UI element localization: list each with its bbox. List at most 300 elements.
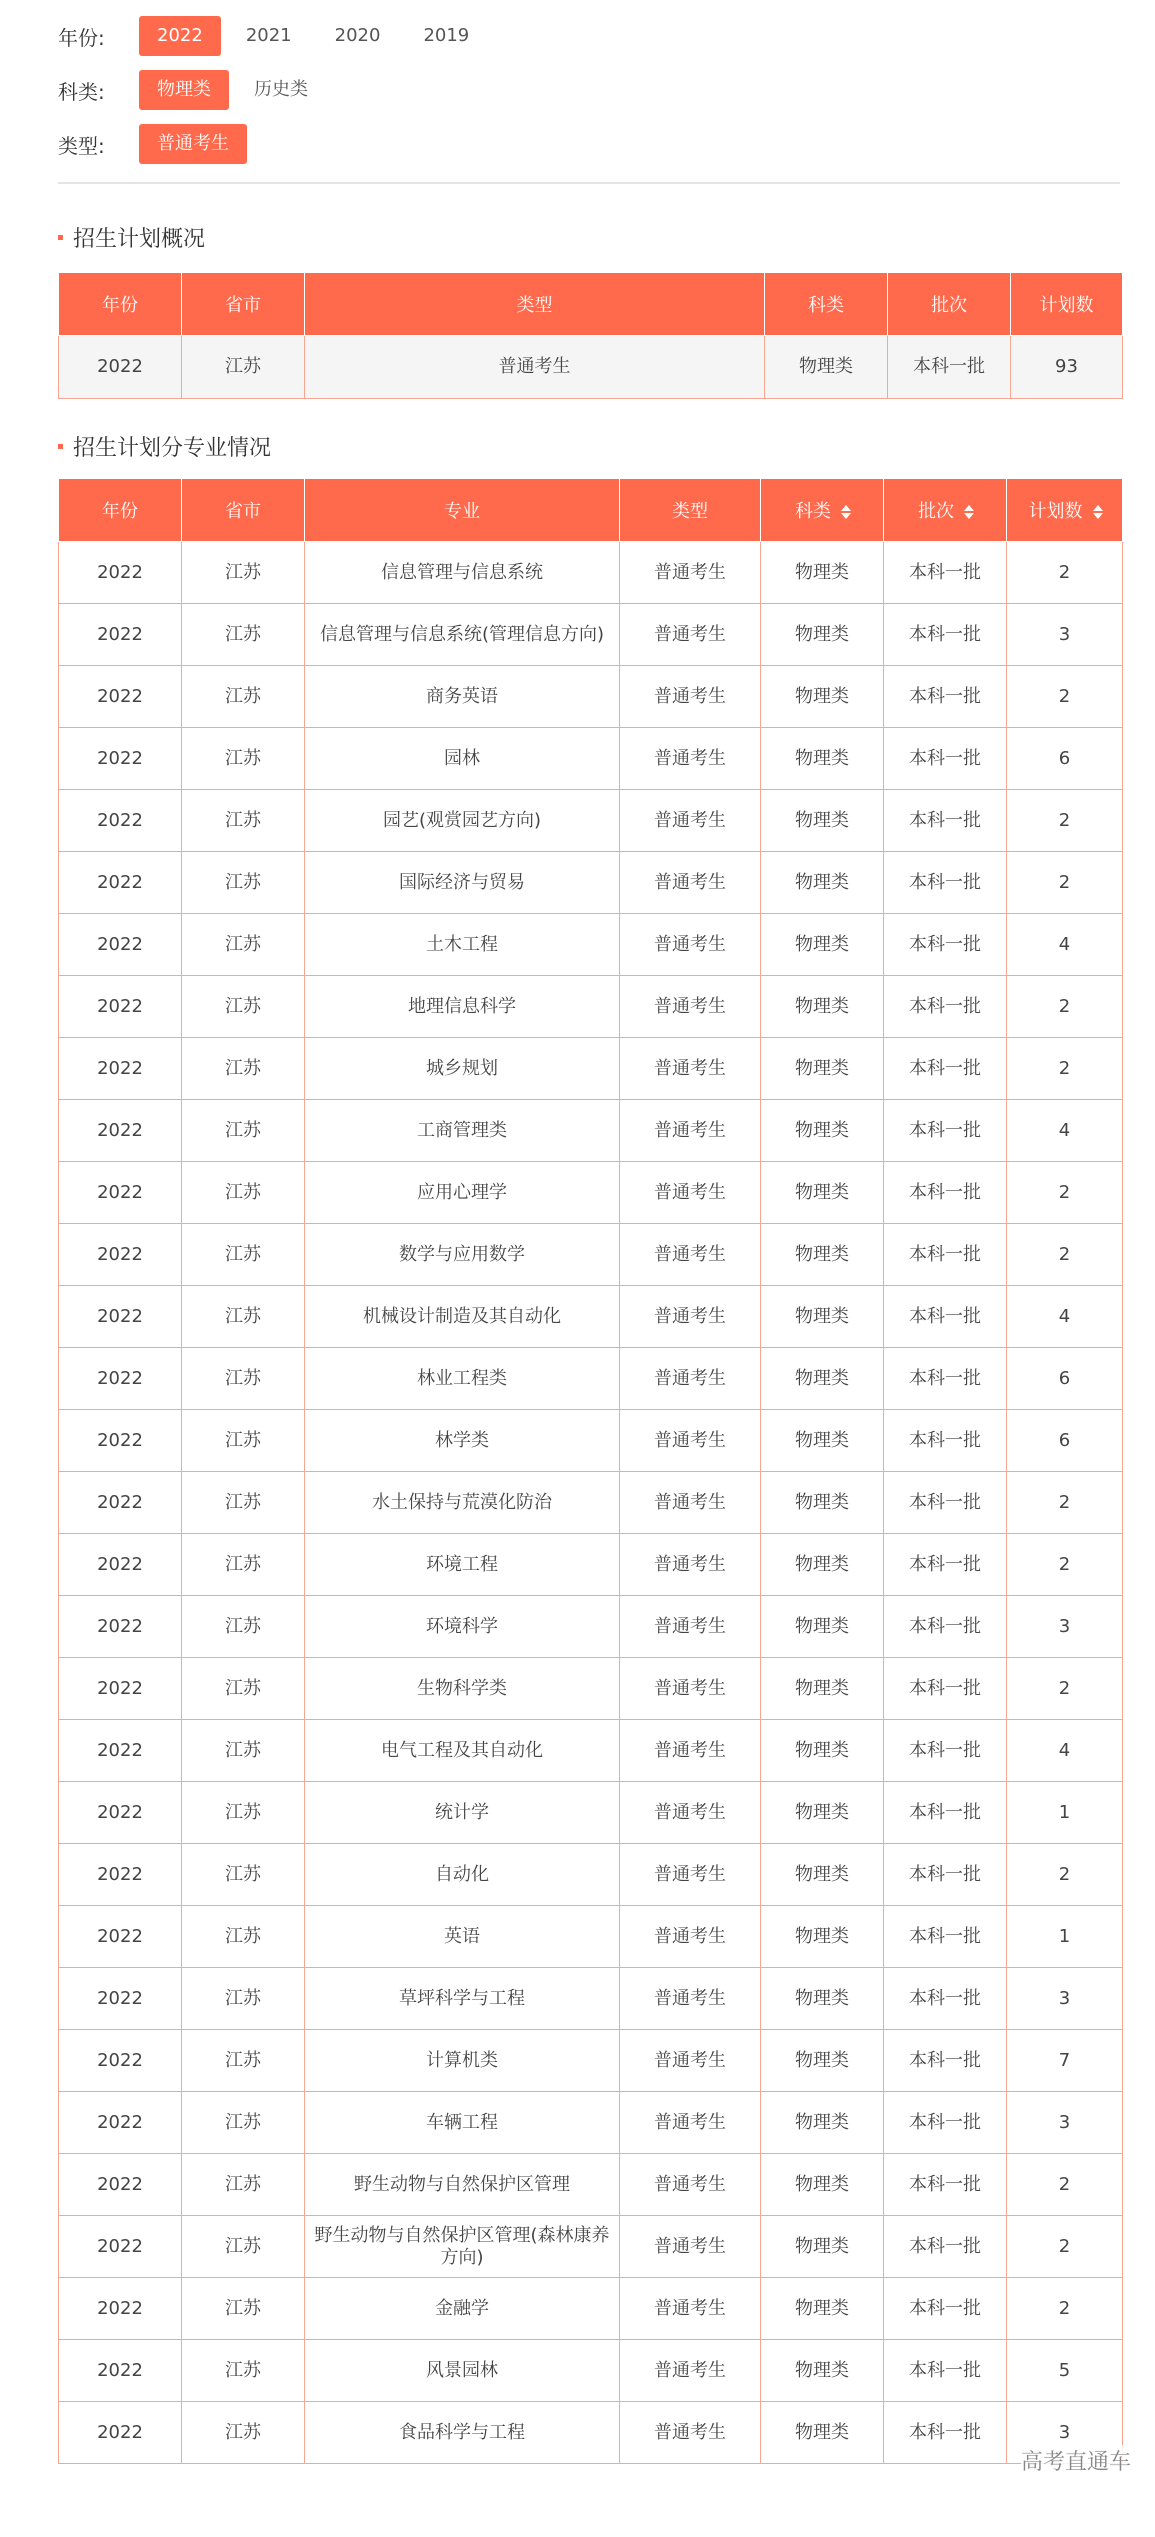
cell-type: 普通考生: [620, 1100, 761, 1162]
cell-batch: 本科一批: [884, 2278, 1007, 2340]
table-row: [59, 1162, 1123, 1224]
sort-icon[interactable]: [964, 503, 972, 521]
cell-year: 2022: [59, 1162, 182, 1224]
cell-type: 普通考生: [620, 1162, 761, 1224]
cell-province: 江苏: [182, 2402, 305, 2464]
cell-major: 计算机类: [305, 2030, 620, 2092]
cell-subject: 物理类: [761, 852, 884, 914]
cell-batch: 本科一批: [884, 1782, 1007, 1844]
cell-major: 林业工程类: [305, 1348, 620, 1410]
table-row: [59, 1410, 1123, 1472]
cell-subject: 物理类: [761, 728, 884, 790]
cell-batch: 本科一批: [884, 2030, 1007, 2092]
table-row: [59, 1906, 1123, 1968]
cell-type: 普通考生: [620, 2402, 761, 2464]
cell-major: 林学类: [305, 1410, 620, 1472]
table-row: [59, 542, 1123, 604]
overview-header-row: [59, 273, 1123, 336]
col-year: 年份: [59, 479, 182, 542]
cell-plan-count: 3: [1007, 1596, 1123, 1658]
cell-year: 2022: [59, 1844, 182, 1906]
cell-plan-count: 4: [1007, 1100, 1123, 1162]
cell-subject: 物理类: [765, 336, 888, 399]
cell-major: 国际经济与贸易: [305, 852, 620, 914]
cell-year: 2022: [59, 1348, 182, 1410]
table-row: [59, 1968, 1123, 2030]
cell-province: 江苏: [182, 604, 305, 666]
cell-subject: 物理类: [761, 542, 884, 604]
cell-type: 普通考生: [620, 1720, 761, 1782]
cell-batch: 本科一批: [888, 336, 1011, 399]
cell-plan-count: 4: [1007, 914, 1123, 976]
cell-year: 2022: [59, 604, 182, 666]
cell-major: 草坪科学与工程: [305, 1968, 620, 2030]
section-marker: [58, 444, 63, 449]
cell-province: 江苏: [182, 336, 305, 399]
cell-plan-count: 2: [1007, 1224, 1123, 1286]
cell-plan-count: 1: [1007, 1906, 1123, 1968]
cell-subject: 物理类: [761, 2216, 884, 2278]
cell-major: 野生动物与自然保护区管理(森林康养方向): [305, 2216, 620, 2278]
type-filter-row: [58, 122, 494, 166]
table-row: [59, 666, 1123, 728]
cell-plan-count: 1: [1007, 1782, 1123, 1844]
cell-type: 普通考生: [620, 728, 761, 790]
cell-province: 江苏: [182, 666, 305, 728]
subject-chip-history[interactable]: 历史类: [254, 79, 308, 100]
col-province: 省市: [182, 273, 305, 336]
cell-batch: 本科一批: [884, 1658, 1007, 1720]
table-row: [59, 2402, 1123, 2464]
cell-year: 2022: [59, 2216, 182, 2278]
cell-plan-count: 4: [1007, 1720, 1123, 1782]
cell-subject: 物理类: [761, 1286, 884, 1348]
cell-plan-count: 2: [1007, 1658, 1123, 1720]
cell-major: 环境工程: [305, 1534, 620, 1596]
cell-major: 生物科学类: [305, 1658, 620, 1720]
cell-subject: 物理类: [761, 976, 884, 1038]
cell-year: 2022: [59, 1224, 182, 1286]
cell-batch: 本科一批: [884, 790, 1007, 852]
cell-major: 园林: [305, 728, 620, 790]
cell-plan-count: 93: [1011, 336, 1123, 399]
cell-year: 2022: [59, 2092, 182, 2154]
table-row: [59, 1472, 1123, 1534]
cell-plan-count: 2: [1007, 542, 1123, 604]
cell-province: 江苏: [182, 2216, 305, 2278]
table-row: [59, 1720, 1123, 1782]
cell-subject: 物理类: [761, 1534, 884, 1596]
year-filter-row: [58, 14, 494, 58]
cell-batch: 本科一批: [884, 1348, 1007, 1410]
filter-panel: [58, 14, 494, 176]
col-batch-sortable[interactable]: [884, 479, 1007, 542]
cell-year: 2022: [59, 790, 182, 852]
cell-subject: 物理类: [761, 2092, 884, 2154]
cell-province: 江苏: [182, 1410, 305, 1472]
cell-subject: 物理类: [761, 1906, 884, 1968]
table-row: [59, 2030, 1123, 2092]
table-row: [59, 1224, 1123, 1286]
cell-type: 普通考生: [620, 666, 761, 728]
cell-major: 数学与应用数学: [305, 1224, 620, 1286]
cell-type: 普通考生: [620, 1224, 761, 1286]
filter-divider: [58, 182, 1120, 184]
cell-major: 应用心理学: [305, 1162, 620, 1224]
cell-subject: 物理类: [761, 1224, 884, 1286]
cell-type: 普通考生: [620, 1658, 761, 1720]
cell-type: 普通考生: [620, 790, 761, 852]
section-marker: [58, 235, 63, 240]
subject-filter-label: 科类:: [58, 79, 105, 104]
table-row: [59, 852, 1123, 914]
year-filter-label: 年份:: [58, 25, 105, 50]
cell-year: 2022: [59, 2030, 182, 2092]
cell-province: 江苏: [182, 1472, 305, 1534]
cell-plan-count: 3: [1007, 2402, 1123, 2464]
table-row: [59, 1782, 1123, 1844]
table-row: [59, 790, 1123, 852]
cell-subject: 物理类: [761, 1162, 884, 1224]
cell-province: 江苏: [182, 1720, 305, 1782]
cell-year: 2022: [59, 1658, 182, 1720]
subject-chip-physics[interactable]: 物理类: [139, 70, 229, 110]
cell-plan-count: 5: [1007, 2340, 1123, 2402]
cell-major: 工商管理类: [305, 1100, 620, 1162]
type-filter-label: 类型:: [58, 133, 105, 158]
cell-major: 食品科学与工程: [305, 2402, 620, 2464]
cell-year: 2022: [59, 1720, 182, 1782]
cell-year: 2022: [59, 542, 182, 604]
cell-major: 野生动物与自然保护区管理: [305, 2154, 620, 2216]
cell-province: 江苏: [182, 914, 305, 976]
cell-plan-count: 3: [1007, 2092, 1123, 2154]
table-row: [59, 2154, 1123, 2216]
cell-province: 江苏: [182, 976, 305, 1038]
cell-type: 普通考生: [620, 2340, 761, 2402]
watermark: 高考直通车: [1021, 2445, 1131, 2476]
cell-year: 2022: [59, 852, 182, 914]
majors-header-row: [59, 479, 1123, 542]
cell-year: 2022: [59, 1472, 182, 1534]
cell-province: 江苏: [182, 1348, 305, 1410]
cell-plan-count: 2: [1007, 2278, 1123, 2340]
col-subject-sortable[interactable]: [761, 479, 884, 542]
cell-type: 普通考生: [620, 1596, 761, 1658]
cell-type: 普通考生: [305, 336, 765, 399]
cell-batch: 本科一批: [884, 1472, 1007, 1534]
cell-type: 普通考生: [620, 604, 761, 666]
table-row: [59, 1658, 1123, 1720]
cell-year: 2022: [59, 1906, 182, 1968]
year-chip-2021[interactable]: 2021: [245, 25, 292, 46]
cell-province: 江苏: [182, 2030, 305, 2092]
cell-year: 2022: [59, 914, 182, 976]
cell-batch: 本科一批: [884, 2154, 1007, 2216]
cell-year: 2022: [59, 728, 182, 790]
cell-plan-count: 2: [1007, 852, 1123, 914]
cell-plan-count: 2: [1007, 976, 1123, 1038]
cell-province: 江苏: [182, 1782, 305, 1844]
table-row: [59, 336, 1123, 399]
year-chip-2020[interactable]: 2020: [334, 25, 381, 46]
cell-major: 水土保持与荒漠化防治: [305, 1472, 620, 1534]
cell-province: 江苏: [182, 1100, 305, 1162]
cell-subject: 物理类: [761, 604, 884, 666]
cell-province: 江苏: [182, 2340, 305, 2402]
cell-plan-count: 2: [1007, 1534, 1123, 1596]
table-row: [59, 1100, 1123, 1162]
cell-subject: 物理类: [761, 1038, 884, 1100]
cell-plan-count: 6: [1007, 1410, 1123, 1472]
cell-major: 信息管理与信息系统(管理信息方向): [305, 604, 620, 666]
table-row: [59, 1844, 1123, 1906]
table-row: [59, 2278, 1123, 2340]
cell-batch: 本科一批: [884, 1596, 1007, 1658]
cell-type: 普通考生: [620, 1906, 761, 1968]
cell-major: 车辆工程: [305, 2092, 620, 2154]
subject-filter-row: [58, 68, 494, 112]
cell-major: 自动化: [305, 1844, 620, 1906]
cell-plan-count: 2: [1007, 1038, 1123, 1100]
cell-major: 地理信息科学: [305, 976, 620, 1038]
col-batch-label: 批次: [918, 501, 954, 522]
cell-plan-count: 2: [1007, 1162, 1123, 1224]
overview-section-title: [58, 222, 205, 253]
table-row: [59, 1534, 1123, 1596]
table-row: [59, 728, 1123, 790]
cell-year: 2022: [59, 1596, 182, 1658]
col-subject: 科类: [765, 273, 888, 336]
table-row: [59, 914, 1123, 976]
table-row: [59, 2340, 1123, 2402]
cell-batch: 本科一批: [884, 1906, 1007, 1968]
cell-batch: 本科一批: [884, 1100, 1007, 1162]
cell-province: 江苏: [182, 1162, 305, 1224]
cell-type: 普通考生: [620, 1348, 761, 1410]
cell-batch: 本科一批: [884, 2216, 1007, 2278]
cell-batch: 本科一批: [884, 1162, 1007, 1224]
cell-subject: 物理类: [761, 2154, 884, 2216]
cell-province: 江苏: [182, 1596, 305, 1658]
cell-type: 普通考生: [620, 2154, 761, 2216]
cell-type: 普通考生: [620, 2278, 761, 2340]
cell-subject: 物理类: [761, 1720, 884, 1782]
overview-table: [58, 272, 1123, 399]
cell-year: 2022: [59, 2340, 182, 2402]
col-year: 年份: [59, 273, 182, 336]
table-row: [59, 1286, 1123, 1348]
cell-major: 土木工程: [305, 914, 620, 976]
cell-major: 商务英语: [305, 666, 620, 728]
col-plan-count-sortable[interactable]: [1007, 479, 1123, 542]
year-chip-2022[interactable]: 2022: [139, 16, 221, 56]
majors-table: [58, 478, 1123, 2464]
overview-title-text: 招生计划概况: [73, 227, 206, 252]
cell-year: 2022: [59, 336, 182, 399]
cell-subject: 物理类: [761, 666, 884, 728]
cell-plan-count: 2: [1007, 2216, 1123, 2278]
table-row: [59, 2216, 1123, 2278]
cell-subject: 物理类: [761, 1844, 884, 1906]
cell-batch: 本科一批: [884, 976, 1007, 1038]
cell-subject: 物理类: [761, 2278, 884, 2340]
cell-subject: 物理类: [761, 1348, 884, 1410]
cell-type: 普通考生: [620, 1472, 761, 1534]
table-row: [59, 976, 1123, 1038]
cell-plan-count: 2: [1007, 1844, 1123, 1906]
cell-year: 2022: [59, 976, 182, 1038]
cell-year: 2022: [59, 1100, 182, 1162]
cell-province: 江苏: [182, 1658, 305, 1720]
cell-major: 机械设计制造及其自动化: [305, 1286, 620, 1348]
cell-major: 信息管理与信息系统: [305, 542, 620, 604]
table-row: [59, 604, 1123, 666]
cell-batch: 本科一批: [884, 666, 1007, 728]
cell-type: 普通考生: [620, 1410, 761, 1472]
col-province: 省市: [182, 479, 305, 542]
col-plan-count: 计划数: [1011, 273, 1123, 336]
cell-type: 普通考生: [620, 914, 761, 976]
cell-batch: 本科一批: [884, 1534, 1007, 1596]
cell-plan-count: 2: [1007, 2154, 1123, 2216]
cell-major: 统计学: [305, 1782, 620, 1844]
cell-batch: 本科一批: [884, 1720, 1007, 1782]
cell-province: 江苏: [182, 1534, 305, 1596]
cell-year: 2022: [59, 666, 182, 728]
cell-batch: 本科一批: [884, 728, 1007, 790]
cell-plan-count: 4: [1007, 1286, 1123, 1348]
cell-year: 2022: [59, 2154, 182, 2216]
col-subject-label: 科类: [795, 501, 831, 522]
cell-plan-count: 7: [1007, 2030, 1123, 2092]
cell-year: 2022: [59, 1968, 182, 2030]
type-chip-regular[interactable]: 普通考生: [139, 124, 247, 164]
year-chip-2019[interactable]: 2019: [423, 25, 470, 46]
cell-subject: 物理类: [761, 1100, 884, 1162]
cell-type: 普通考生: [620, 542, 761, 604]
cell-plan-count: 2: [1007, 1472, 1123, 1534]
cell-subject: 物理类: [761, 914, 884, 976]
col-plan-count-label: 计划数: [1028, 501, 1083, 522]
cell-plan-count: 2: [1007, 666, 1123, 728]
cell-type: 普通考生: [620, 1782, 761, 1844]
table-row: [59, 1038, 1123, 1100]
cell-subject: 物理类: [761, 1782, 884, 1844]
cell-subject: 物理类: [761, 1410, 884, 1472]
cell-year: 2022: [59, 1782, 182, 1844]
cell-subject: 物理类: [761, 2340, 884, 2402]
cell-batch: 本科一批: [884, 604, 1007, 666]
cell-year: 2022: [59, 1038, 182, 1100]
cell-province: 江苏: [182, 1968, 305, 2030]
cell-major: 电气工程及其自动化: [305, 1720, 620, 1782]
cell-province: 江苏: [182, 1286, 305, 1348]
cell-year: 2022: [59, 1410, 182, 1472]
cell-batch: 本科一批: [884, 1968, 1007, 2030]
cell-batch: 本科一批: [884, 1224, 1007, 1286]
table-row: [59, 2092, 1123, 2154]
cell-subject: 物理类: [761, 1658, 884, 1720]
cell-plan-count: 3: [1007, 1968, 1123, 2030]
col-type: 类型: [620, 479, 761, 542]
cell-province: 江苏: [182, 852, 305, 914]
cell-plan-count: 6: [1007, 1348, 1123, 1410]
col-type: 类型: [305, 273, 765, 336]
sort-icon[interactable]: [1093, 503, 1101, 521]
cell-province: 江苏: [182, 2278, 305, 2340]
cell-province: 江苏: [182, 1906, 305, 1968]
cell-province: 江苏: [182, 2092, 305, 2154]
cell-province: 江苏: [182, 1038, 305, 1100]
cell-province: 江苏: [182, 1844, 305, 1906]
cell-type: 普通考生: [620, 1968, 761, 2030]
cell-type: 普通考生: [620, 1844, 761, 1906]
cell-type: 普通考生: [620, 1286, 761, 1348]
col-major: 专业: [305, 479, 620, 542]
cell-subject: 物理类: [761, 1968, 884, 2030]
cell-type: 普通考生: [620, 1534, 761, 1596]
cell-type: 普通考生: [620, 2030, 761, 2092]
cell-plan-count: 6: [1007, 728, 1123, 790]
cell-batch: 本科一批: [884, 1038, 1007, 1100]
majors-table-body: [59, 542, 1123, 2464]
cell-subject: 物理类: [761, 790, 884, 852]
cell-province: 江苏: [182, 1224, 305, 1286]
cell-batch: 本科一批: [884, 1844, 1007, 1906]
cell-major: 环境科学: [305, 1596, 620, 1658]
cell-subject: 物理类: [761, 1472, 884, 1534]
cell-province: 江苏: [182, 542, 305, 604]
cell-major: 城乡规划: [305, 1038, 620, 1100]
majors-title-text: 招生计划分专业情况: [73, 436, 272, 461]
cell-batch: 本科一批: [884, 2340, 1007, 2402]
cell-major: 英语: [305, 1906, 620, 1968]
cell-type: 普通考生: [620, 2092, 761, 2154]
cell-plan-count: 2: [1007, 790, 1123, 852]
cell-plan-count: 3: [1007, 604, 1123, 666]
cell-batch: 本科一批: [884, 2402, 1007, 2464]
table-row: [59, 1596, 1123, 1658]
cell-subject: 物理类: [761, 1596, 884, 1658]
cell-year: 2022: [59, 2402, 182, 2464]
cell-batch: 本科一批: [884, 1286, 1007, 1348]
cell-major: 园艺(观赏园艺方向): [305, 790, 620, 852]
cell-major: 风景园林: [305, 2340, 620, 2402]
cell-type: 普通考生: [620, 1038, 761, 1100]
cell-batch: 本科一批: [884, 2092, 1007, 2154]
cell-batch: 本科一批: [884, 1410, 1007, 1472]
cell-province: 江苏: [182, 790, 305, 852]
cell-year: 2022: [59, 1534, 182, 1596]
cell-subject: 物理类: [761, 2402, 884, 2464]
cell-batch: 本科一批: [884, 914, 1007, 976]
cell-major: 金融学: [305, 2278, 620, 2340]
cell-province: 江苏: [182, 2154, 305, 2216]
cell-type: 普通考生: [620, 852, 761, 914]
table-row: [59, 1348, 1123, 1410]
cell-subject: 物理类: [761, 2030, 884, 2092]
cell-type: 普通考生: [620, 976, 761, 1038]
cell-batch: 本科一批: [884, 542, 1007, 604]
cell-batch: 本科一批: [884, 852, 1007, 914]
sort-icon[interactable]: [841, 503, 849, 521]
cell-year: 2022: [59, 2278, 182, 2340]
col-batch: 批次: [888, 273, 1011, 336]
cell-province: 江苏: [182, 728, 305, 790]
cell-type: 普通考生: [620, 2216, 761, 2278]
cell-year: 2022: [59, 1286, 182, 1348]
